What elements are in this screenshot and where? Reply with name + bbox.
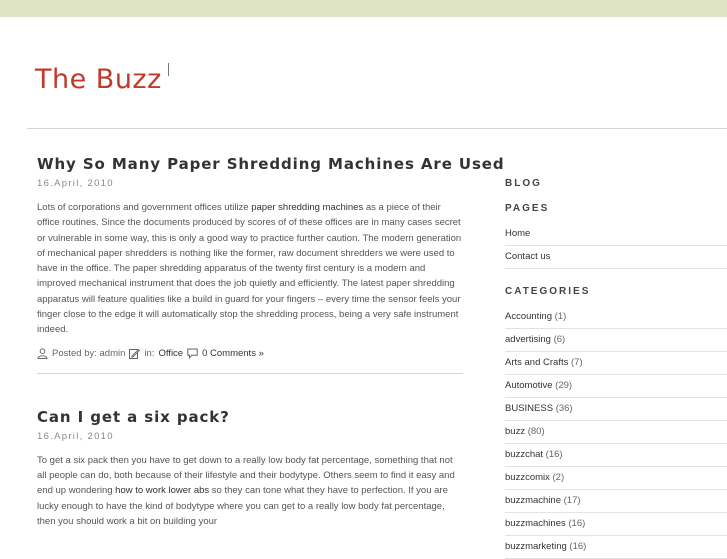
main-content [37,155,505,529]
comment-icon [187,348,198,359]
edit-icon [129,348,140,359]
category-label: in: [144,347,155,359]
category-name[interactable]: buzzchat [505,449,544,460]
post-text: as a piece of their office routines. Since the documents produced by scores of of these offices are in many cases secret or vulnerable in some way, this is only a good way to practice further caution. The modern generation of mechanical paper shredders is nothing like the former, raw document shredders we were used to have in the office. The paper shredding apparatus of the twenty first century is a modern and improved mechanical instrument that does the job quietly and efficiently. The latest paper shredding apparatus will feature qualities like a build in guard for your fingers – every time the sensor feels your finger close to the edge it will automatically stop the shredding process, being a very safe instrument indeed. [37,202,462,336]
category-name[interactable]: buzzmachine [505,495,561,506]
post-divider [37,373,463,374]
pages-list [505,223,727,269]
category-item[interactable] [505,444,727,467]
category-item[interactable] [505,421,727,444]
category-count: (2) [552,472,565,483]
category-name[interactable]: advertising [505,334,551,345]
post-inline-link[interactable]: how to work lower abs [115,485,210,497]
category-count: (7) [571,357,583,368]
category-item[interactable] [505,306,727,329]
category-item[interactable] [505,329,727,352]
user-icon [37,348,48,359]
post [37,155,505,374]
category-count: (17) [563,495,581,506]
category-name[interactable]: BUSINESS [505,403,554,414]
category-count: (80) [527,426,545,437]
pages-heading: PAGES [505,203,550,214]
category-count: (16) [568,518,586,529]
posted-by-label: Posted by: admin [52,347,126,359]
post-meta [37,348,463,359]
comments-link[interactable]: 0 Comments » [202,347,264,359]
categories-heading: CATEGORIES [505,286,591,297]
categories-list [505,306,727,559]
category-count: (36) [555,403,573,414]
header-divider [27,128,727,129]
page-link-contact[interactable]: Contact us [505,246,727,269]
category-link[interactable]: Office [158,347,184,359]
category-count: (29) [555,380,573,391]
category-name[interactable]: Arts and Crafts [505,357,569,368]
post-body [37,200,463,338]
category-name[interactable]: buzz [505,426,526,437]
post [37,408,463,529]
post-title[interactable]: Why So Many Paper Shredding Machines Are Used [37,155,505,173]
category-count: (6) [553,334,566,345]
category-name[interactable]: buzzcomix [505,472,550,483]
post-text: so they can tone what they have to perfection. If you are lucky enough to have the kind of bodytype where you can get to a really low body fat percentage, then you should work a bit on building your [37,485,448,527]
category-count: (16) [569,541,587,552]
post-text: To get a six pack then you have to get down to a really low body fat percentage, something that not all people can do, both because of their lifestyle and their bodytype. Others seem to find it easy and end up wondering [37,454,455,497]
text-cursor [168,63,169,76]
category-count: (16) [545,449,563,460]
category-item[interactable] [505,513,727,536]
blog-heading: BLOG [505,178,542,189]
post-body [37,453,463,529]
post-date: 16.April, 2010 [37,430,114,442]
category-item[interactable] [505,467,727,490]
category-item[interactable] [505,490,727,513]
category-item[interactable] [505,398,727,421]
category-item[interactable] [505,352,727,375]
post-title[interactable]: Can I get a six pack? [37,407,230,426]
site-title[interactable]: The Buzz [35,64,162,95]
category-name[interactable]: buzzmachines [505,518,566,529]
category-name[interactable]: buzzmarketing [505,541,567,552]
post-text: Lots of corporations and government offices utilize [37,202,252,213]
category-item[interactable] [505,375,727,398]
category-name[interactable]: Accounting [505,311,553,322]
category-count: (1) [554,311,567,322]
post-date: 16.April, 2010 [37,178,114,189]
top-banner-bar [0,0,727,17]
page-link-home[interactable]: Home [505,223,727,246]
category-name[interactable]: Automotive [505,380,553,391]
category-item[interactable] [505,536,727,559]
post-inline-link[interactable]: paper shredding machines [251,202,364,213]
sidebar [505,178,727,559]
